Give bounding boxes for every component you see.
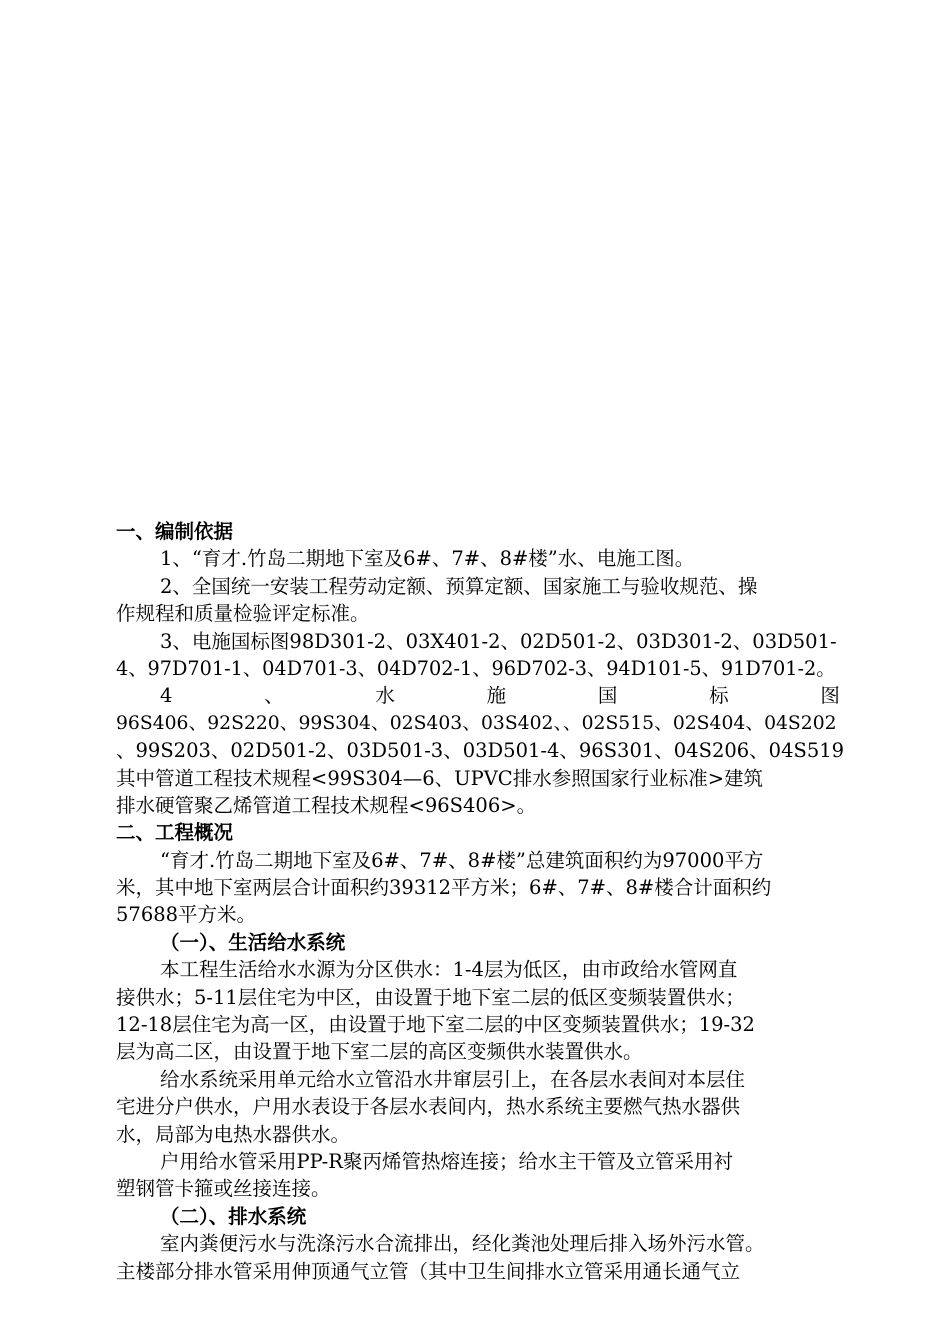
justified-word: 施 <box>486 684 507 708</box>
paragraph-line: 塑钢管卡箍或丝接连接。 <box>116 1177 331 1201</box>
paragraph-line: 、99S203、02D501-2、03D501-3、03D501-4、96S301、04S206、04S519 <box>116 739 845 763</box>
paragraph-line: 本工程生活给水水源为分区供水：1-4层为低区，由市政给水管网直 <box>160 958 738 982</box>
paragraph-line: 宅进分户供水，户用水表设于各层水表间内，热水系统主要燃气热水器供 <box>116 1095 741 1119</box>
paragraph-line: 2、全国统一安装工程劳动定额、预算定额、国家施工与验收规范、操 <box>160 574 758 598</box>
paragraph-line: 作规程和质量检验评定标准。 <box>116 602 370 626</box>
paragraph-line: 给水系统采用单元给水立管沿水井窜层引上，在各层水表间对本层住 <box>160 1067 746 1091</box>
justified-word: 水 <box>375 684 395 708</box>
paragraph-line: 主楼部分排水管采用伸顶通气立管（其中卫生间排水立管采用通长通气立 <box>116 1259 741 1283</box>
paragraph-line: 12-18层住宅为高一区，由设置于地下室二层的中区变频装置供水；19-32 <box>116 1013 755 1037</box>
paragraph-line: 96S406、92S220、99S304、02S403、03S402、、02S515、02S404、04S202 <box>116 712 837 734</box>
paragraph-line: 3、电施国标图98D301-2、03X401-2、02D501-2、03D301-2、03D501- <box>160 629 837 653</box>
paragraph-line: 户用给水管采用PP-R聚丙烯管热熔连接；给水主干管及立管采用衬 <box>160 1149 733 1173</box>
subsection-heading-drainage: （二）、排水系统 <box>160 1204 307 1228</box>
paragraph-line: 其中管道工程技术规程<99S304—6、UPVC排水参照国家行业标准>建筑 <box>116 766 764 790</box>
paragraph-line: 1、“育才.竹岛二期地下室及6#、7#、8#楼”水、电施工图。 <box>160 547 695 571</box>
document-body <box>116 518 845 1285</box>
justified-line <box>116 682 842 709</box>
paragraph-line: 层为高二区，由设置于地下室二层的高区变频供水装置供水。 <box>116 1040 643 1064</box>
paragraph-line: “育才.竹岛二期地下室及6#、7#、8#楼”总建筑面积约为97000平方 <box>160 848 764 872</box>
paragraph-line: 室内粪便污水与洗涤污水合流排出，经化粪池处理后排入场外污水管。 <box>160 1232 765 1256</box>
paragraph-line: 接供水；5-11层住宅为中区，由设置于地下室二层的低区变频装置供水； <box>116 985 745 1009</box>
paragraph-line: 排水硬管聚乙烯管道工程技术规程<96S406>。 <box>116 793 537 817</box>
paragraph-line: 米，其中地下室两层合计面积约39312平方米；6#、7#、8#楼合计面积约 <box>116 876 772 900</box>
subsection-heading-water-supply: （一）、生活给水系统 <box>160 930 346 954</box>
justified-word: 标 <box>709 684 729 708</box>
section-heading-basis: 一、编制依据 <box>116 520 234 543</box>
paragraph-line: 57688平方米。 <box>116 903 257 927</box>
paragraph-line: 水，局部为电热水器供水。 <box>116 1122 351 1146</box>
paragraph-line: 4、97D701-1、04D701-3、04D702-1、96D702-3、94D101-5、91D701-2。 <box>116 656 836 680</box>
justified-word: 、 <box>264 684 284 708</box>
justified-word: 国 <box>597 684 618 708</box>
section-heading-overview: 二、工程概况 <box>116 821 234 845</box>
justified-word: 图 <box>820 684 840 708</box>
justified-word: 4 <box>160 684 173 708</box>
